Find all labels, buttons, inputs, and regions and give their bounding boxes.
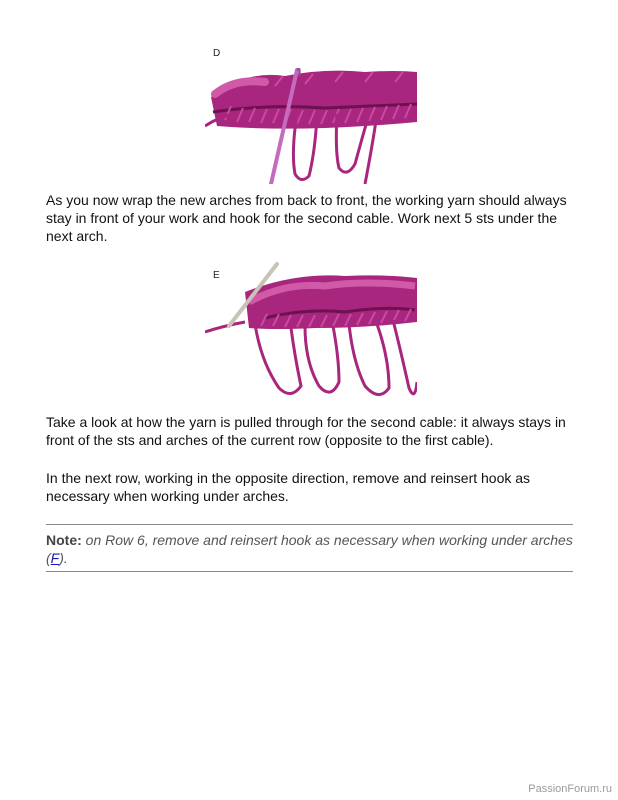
note-text: on Row 6, remove and reinsert hook as necessary when working under arches ( <box>46 532 573 566</box>
figure-d-photo <box>205 42 417 184</box>
note-text-end: ). <box>59 550 68 566</box>
figure-f-link[interactable]: F <box>50 550 60 566</box>
note-top-divider <box>46 524 573 525</box>
paragraph-wrap-arches: As you now wrap the new arches from back to front, the working yarn should always stay in front of your work and hook for the second cable. Work next 5 sts under the next arch. <box>46 192 567 244</box>
watermark: PassionForum.ru <box>528 783 612 795</box>
paragraph-next-row: In the next row, working in the opposite direction, remove and reinsert hook as necessary when working under arches. <box>46 470 531 504</box>
note-label: Note: <box>46 532 82 548</box>
note-bottom-divider <box>46 571 573 572</box>
figure-e-label: E <box>213 270 220 281</box>
figure-d-label: D <box>213 48 221 59</box>
crochet-cable-photo-e <box>205 262 417 406</box>
paragraph-second-cable: Take a look at how the yarn is pulled through for the second cable: it always stays in front of the sts and arches of the current row (opposite to the first cable). <box>46 414 566 448</box>
note-box <box>46 531 576 567</box>
crochet-cable-photo-d <box>205 42 417 184</box>
figure-e-photo <box>205 262 417 406</box>
